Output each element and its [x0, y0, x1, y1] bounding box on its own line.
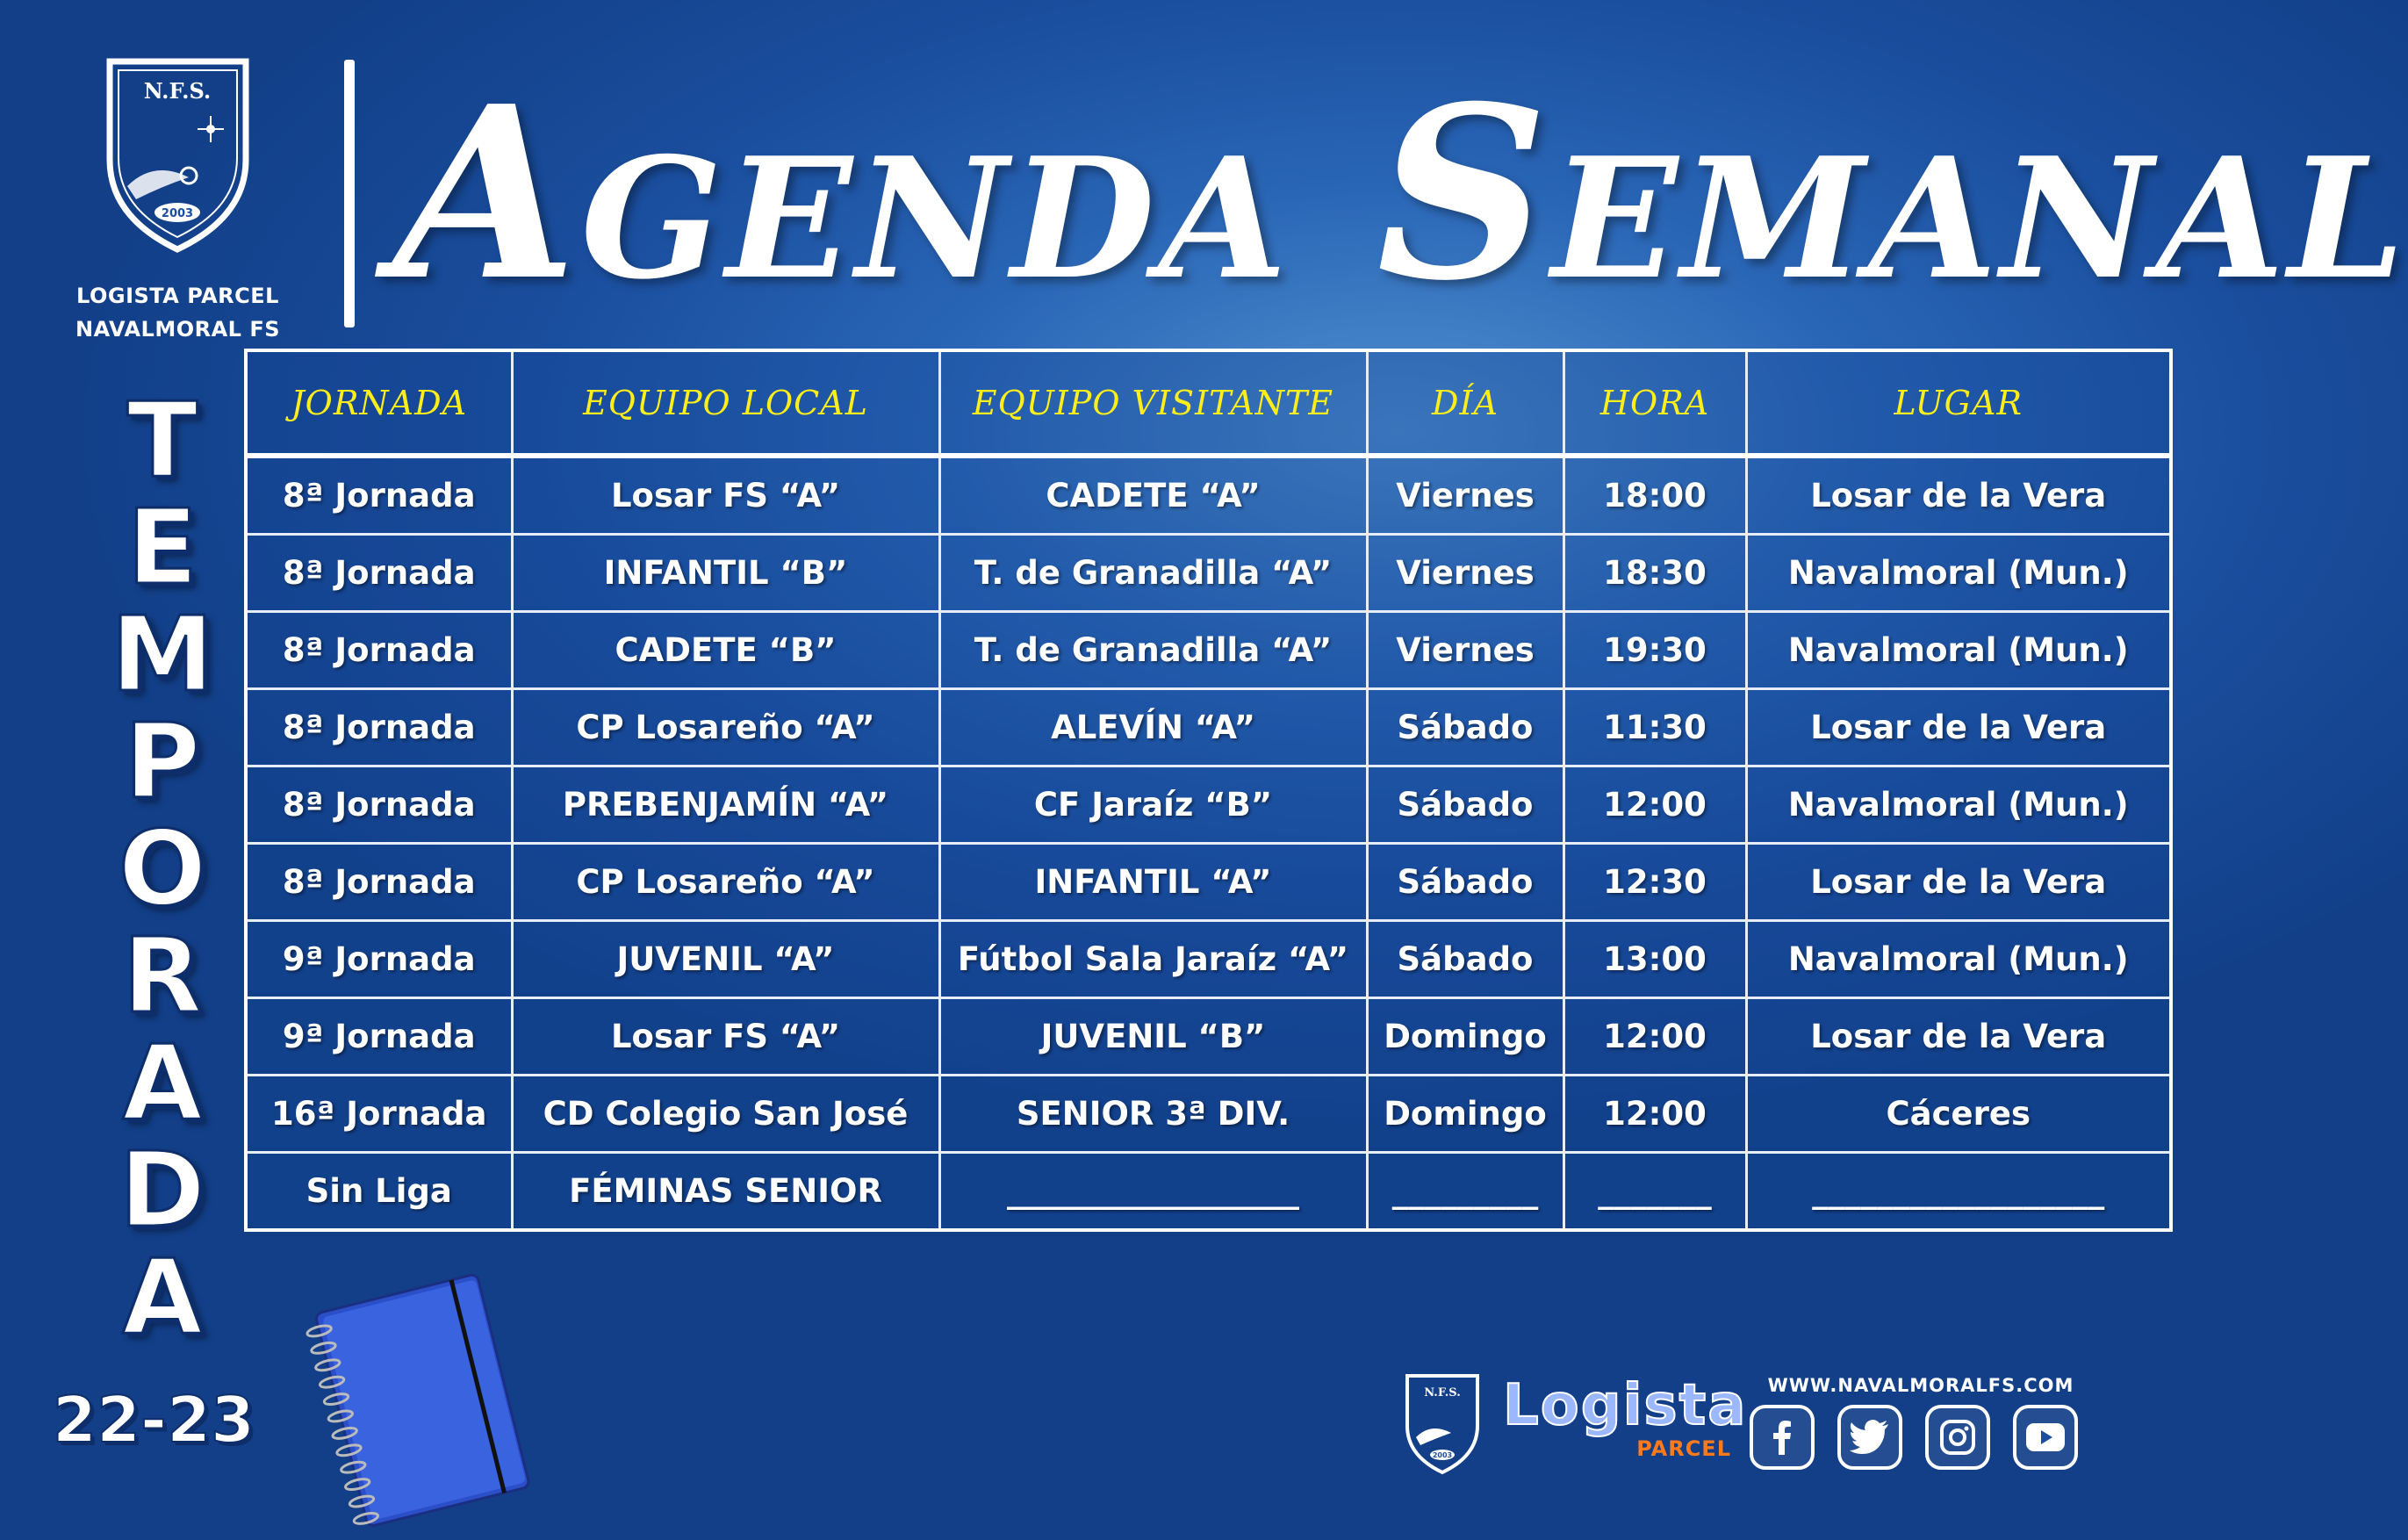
table-header-row	[246, 350, 2171, 456]
cell-equipo-visitante: T. de Granadilla “A”	[939, 612, 1367, 689]
cell-jornada: 8ª Jornada	[246, 689, 512, 766]
cell-equipo-visitante: INFANTIL “A”	[939, 844, 1367, 921]
cell-lugar: __________________	[1746, 1153, 2171, 1231]
temporada-letter: A	[122, 1236, 203, 1357]
sponsor-name: Logista	[1503, 1373, 1748, 1438]
temporada-letter: E	[126, 486, 198, 608]
sponsor-sub: PARCEL	[1636, 1436, 1731, 1461]
temporada-letter: O	[118, 808, 207, 929]
svg-text:2003: 2003	[161, 207, 194, 220]
cell-jornada: 8ª Jornada	[246, 612, 512, 689]
club-crest-logo	[101, 54, 255, 256]
table-row	[246, 998, 2171, 1076]
cell-lugar: Navalmoral (Mun.)	[1746, 921, 2171, 998]
table-row	[246, 456, 2171, 535]
svg-text:N.F.S.: N.F.S.	[1424, 1386, 1461, 1400]
cell-hora: 19:30	[1563, 612, 1746, 689]
cell-equipo-visitante: SENIOR 3ª DIV.	[939, 1076, 1367, 1153]
cell-equipo-local: CP Losareño “A”	[512, 689, 939, 766]
cell-jornada: 8ª Jornada	[246, 844, 512, 921]
cell-lugar: Losar de la Vera	[1746, 689, 2171, 766]
cell-equipo-local: CD Colegio San José	[512, 1076, 939, 1153]
temporada-letter: T	[126, 379, 198, 500]
cell-jornada: 16ª Jornada	[246, 1076, 512, 1153]
cell-lugar: Losar de la Vera	[1746, 456, 2171, 535]
cell-hora: 12:00	[1563, 766, 1746, 844]
cell-dia: Sábado	[1367, 689, 1563, 766]
schedule-table	[244, 349, 2173, 1232]
svg-text:2003: 2003	[1432, 1451, 1453, 1459]
social-icons	[1750, 1405, 2078, 1470]
cell-lugar: Navalmoral (Mun.)	[1746, 766, 2171, 844]
cell-lugar: Losar de la Vera	[1746, 844, 2171, 921]
table-row	[246, 1076, 2171, 1153]
cell-equipo-visitante: T. de Granadilla “A”	[939, 535, 1367, 612]
cell-hora: 12:00	[1563, 998, 1746, 1076]
cell-dia: Sábado	[1367, 766, 1563, 844]
notebook-illustration	[290, 1264, 553, 1528]
cell-equipo-visitante: Fútbol Sala Jaraíz “A”	[939, 921, 1367, 998]
temporada-letter: A	[122, 1022, 203, 1143]
cell-equipo-local: PREBENJAMÍN “A”	[512, 766, 939, 844]
svg-text:N.F.S.: N.F.S.	[143, 78, 212, 104]
cell-equipo-visitante: JUVENIL “B”	[939, 998, 1367, 1076]
club-name-line1: LOGISTA PARCEL	[76, 284, 279, 308]
website-link[interactable]: WWW.NAVALMORALFS.COM	[1767, 1375, 2074, 1396]
table-row	[246, 921, 2171, 998]
table-row	[246, 844, 2171, 921]
sponsor-logo	[1503, 1373, 1748, 1461]
cell-jornada: 8ª Jornada	[246, 766, 512, 844]
table-row	[246, 766, 2171, 844]
cell-hora: 12:00	[1563, 1076, 1746, 1153]
cell-jornada: 9ª Jornada	[246, 998, 512, 1076]
header-hora: HORA	[1563, 350, 1746, 456]
cell-equipo-local: Losar FS “A”	[512, 456, 939, 535]
cell-jornada: 8ª Jornada	[246, 535, 512, 612]
cell-hora: 11:30	[1563, 689, 1746, 766]
temporada-letter: R	[122, 915, 203, 1036]
temporada-vertical-text	[92, 379, 233, 1357]
cell-equipo-local: CADETE “B”	[512, 612, 939, 689]
cell-equipo-visitante: __________________	[939, 1153, 1367, 1231]
cell-dia: Viernes	[1367, 456, 1563, 535]
header-equipo-local: EQUIPO LOCAL	[512, 350, 939, 456]
cell-jornada: 8ª Jornada	[246, 456, 512, 535]
page-title: Agenda Semanal	[393, 54, 2408, 333]
season-label: 22-23	[52, 1383, 255, 1457]
cell-equipo-visitante: ALEVÍN “A”	[939, 689, 1367, 766]
youtube-icon[interactable]	[2013, 1405, 2078, 1470]
cell-jornada: Sin Liga	[246, 1153, 512, 1231]
cell-dia: Domingo	[1367, 998, 1563, 1076]
header-equipo-visitante: EQUIPO VISITANTE	[939, 350, 1367, 456]
instagram-icon[interactable]	[1925, 1405, 1990, 1470]
cell-equipo-local: Losar FS “A”	[512, 998, 939, 1076]
cell-equipo-visitante: CF Jaraíz “B”	[939, 766, 1367, 844]
cell-hora: 12:30	[1563, 844, 1746, 921]
cell-hora: 13:00	[1563, 921, 1746, 998]
cell-equipo-local: JUVENIL “A”	[512, 921, 939, 998]
club-name	[53, 279, 303, 346]
club-name-line2: NAVALMORAL FS	[75, 317, 280, 342]
cell-lugar: Navalmoral (Mun.)	[1746, 612, 2171, 689]
temporada-letter: P	[124, 701, 201, 822]
footer-club-crest	[1403, 1371, 1482, 1477]
cell-jornada: 9ª Jornada	[246, 921, 512, 998]
table-row	[246, 612, 2171, 689]
cell-dia: Sábado	[1367, 921, 1563, 998]
title-divider	[344, 60, 355, 327]
cell-lugar: Losar de la Vera	[1746, 998, 2171, 1076]
cell-equipo-visitante: CADETE “A”	[939, 456, 1367, 535]
header-jornada: JORNADA	[246, 350, 512, 456]
cell-lugar: Cáceres	[1746, 1076, 2171, 1153]
cell-dia: Domingo	[1367, 1076, 1563, 1153]
temporada-letter: M	[111, 594, 214, 715]
cell-dia: Sábado	[1367, 844, 1563, 921]
header-dia: DÍA	[1367, 350, 1563, 456]
cell-hora: _______	[1563, 1153, 1746, 1231]
cell-dia: Viernes	[1367, 612, 1563, 689]
cell-dia: Viernes	[1367, 535, 1563, 612]
header-lugar: LUGAR	[1746, 350, 2171, 456]
facebook-icon[interactable]	[1750, 1405, 1815, 1470]
cell-hora: 18:00	[1563, 456, 1746, 535]
temporada-letter: D	[119, 1129, 205, 1250]
cell-equipo-local: CP Losareño “A”	[512, 844, 939, 921]
table-row	[246, 535, 2171, 612]
cell-equipo-local: INFANTIL “B”	[512, 535, 939, 612]
twitter-icon[interactable]	[1837, 1405, 1902, 1470]
table-row	[246, 689, 2171, 766]
cell-dia: _________	[1367, 1153, 1563, 1231]
cell-equipo-local: FÉMINAS SENIOR	[512, 1153, 939, 1231]
cell-hora: 18:30	[1563, 535, 1746, 612]
cell-lugar: Navalmoral (Mun.)	[1746, 535, 2171, 612]
table-row	[246, 1153, 2171, 1231]
